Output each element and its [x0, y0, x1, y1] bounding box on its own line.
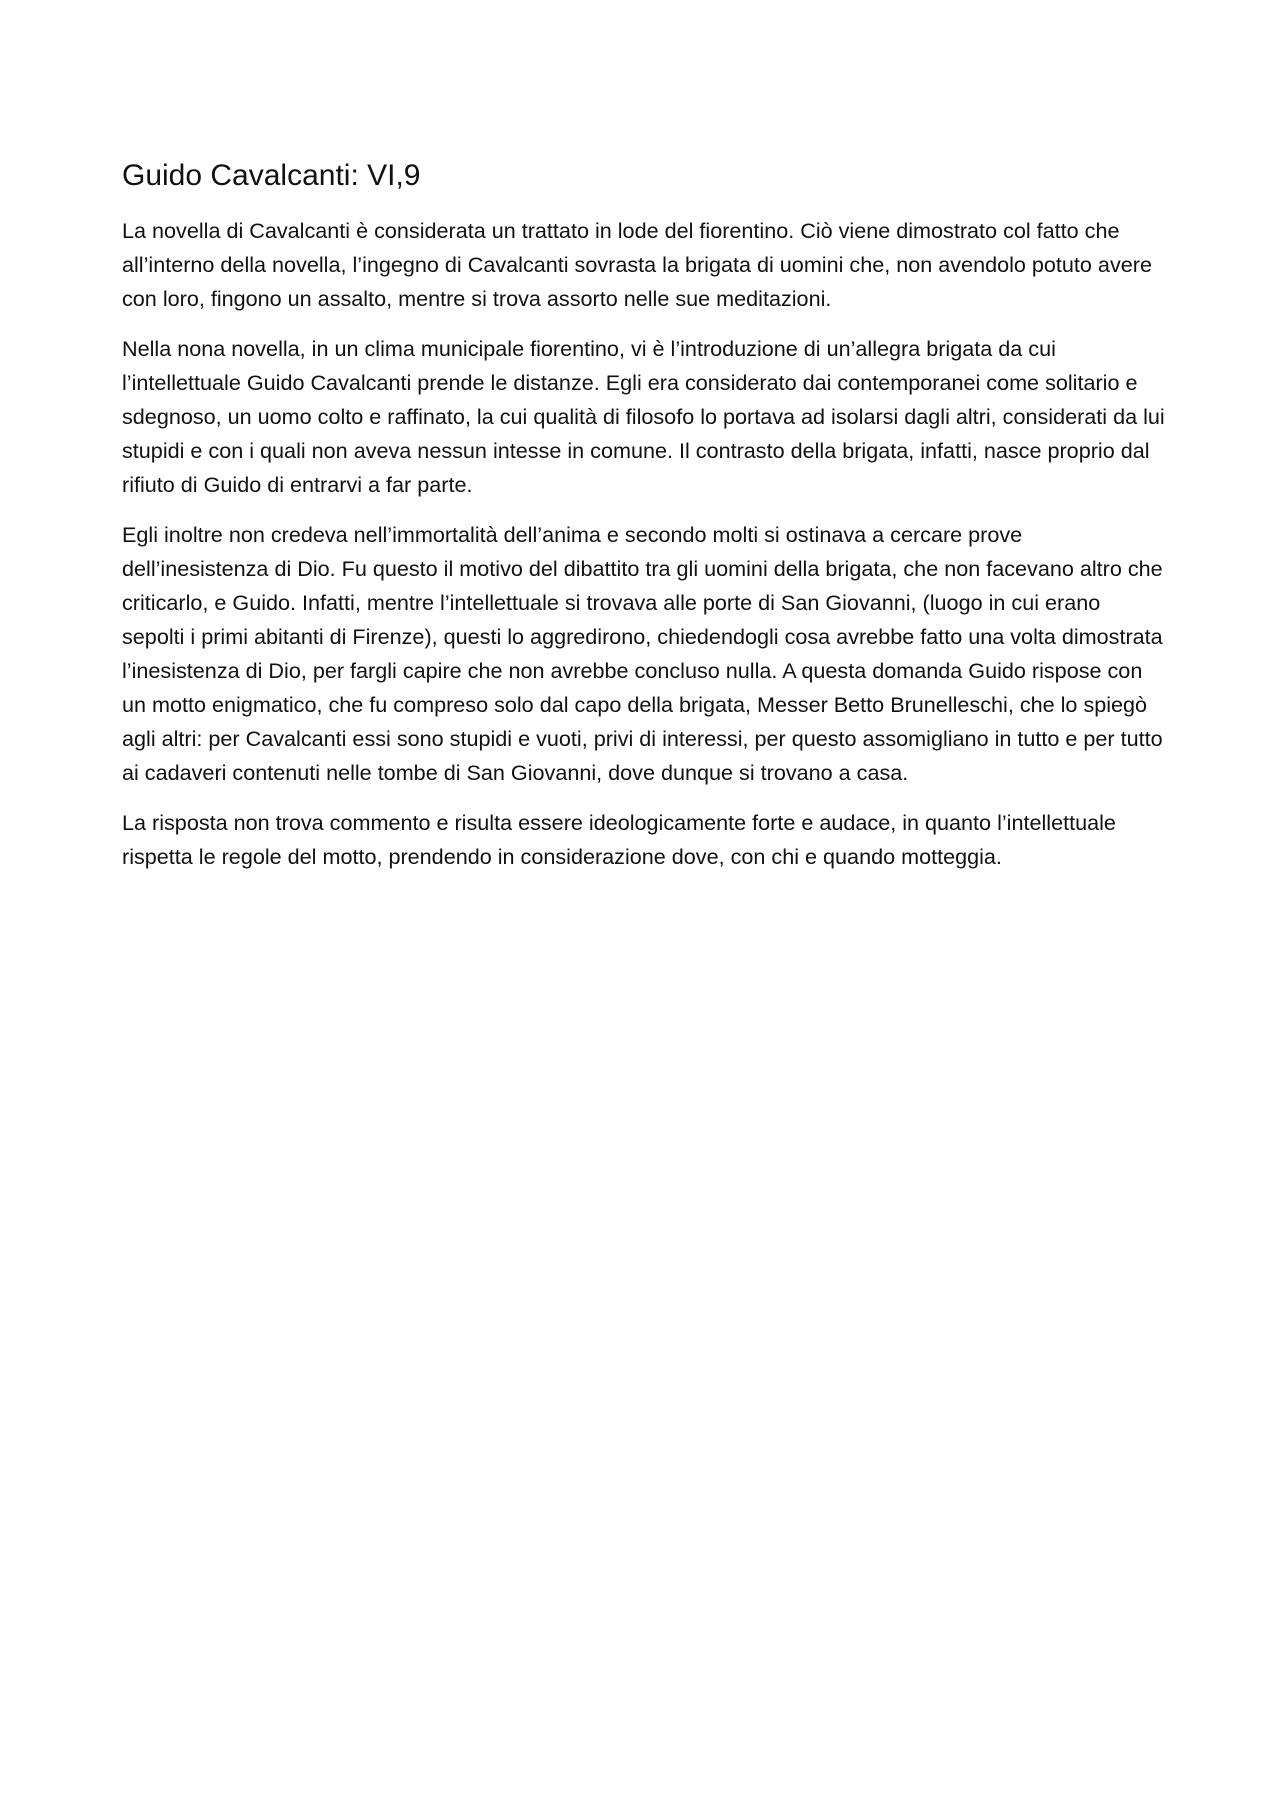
- document-title: Guido Cavalcanti: VI,9: [122, 159, 421, 192]
- document-body: [122, 156, 1167, 890]
- paragraph-3: Egli inoltre non credeva nell’immortalità dell’anima e secondo molti si ostinava a cercare prove dell’inesistenza di Dio. Fu questo il motivo del dibattito tra gli uomini della brigata, che non facevano altro che criticarlo, e Guido. Infatti, mentre l’intellettuale si trovava alle porte di San Giovanni, (luogo in cui erano sepolti i primi abitanti di Firenze), questi lo aggredirono, chiedendogli cosa avrebbe fatto una volta dimostrata l’inesistenza di Dio, per fargli capire che non avrebbe concluso nulla. A questa domanda Guido rispose con un motto enigmatico, che fu compreso solo dal capo della brigata, Messer Betto Brunelleschi, che lo spiegò agli altri: per Cavalcanti essi sono stupidi e vuoti, privi di interessi, per questo assomigliano in tutto e per tutto ai cadaveri contenuti nelle tombe di San Giovanni, dove dunque si trovano a casa.: [122, 522, 1163, 785]
- paragraph-2: Nella nona novella, in un clima municipale fiorentino, vi è l’introduzione di un’allegra brigata da cui l’intellettuale Guido Cavalcanti prende le distanze. Egli era considerato dai contemporanei come solitario e sdegnoso, un uomo colto e raffinato, la cui qualità di filosofo lo portava ad isolarsi dagli altri, considerati da lui stupidi e con i quali non aveva nessun intesse in comune. Il contrasto della brigata, infatti, nasce proprio dal rifiuto di Guido di entrarvi a far parte.: [122, 336, 1165, 497]
- paragraph-4: La risposta non trova commento e risulta essere ideologicamente forte e audace, in quanto l’intellettuale rispetta le regole del motto, prendendo in considerazione dove, con chi e quando motteggia.: [122, 810, 1116, 869]
- paragraph-1: La novella di Cavalcanti è considerata un trattato in lode del fiorentino. Ciò viene dimostrato col fatto che all’interno della novella, l’ingegno di Cavalcanti sovrasta la brigata di uomini che, non avendolo potuto avere con loro, fingono un assalto, mentre si trova assorto nelle sue meditazioni.: [122, 218, 1152, 311]
